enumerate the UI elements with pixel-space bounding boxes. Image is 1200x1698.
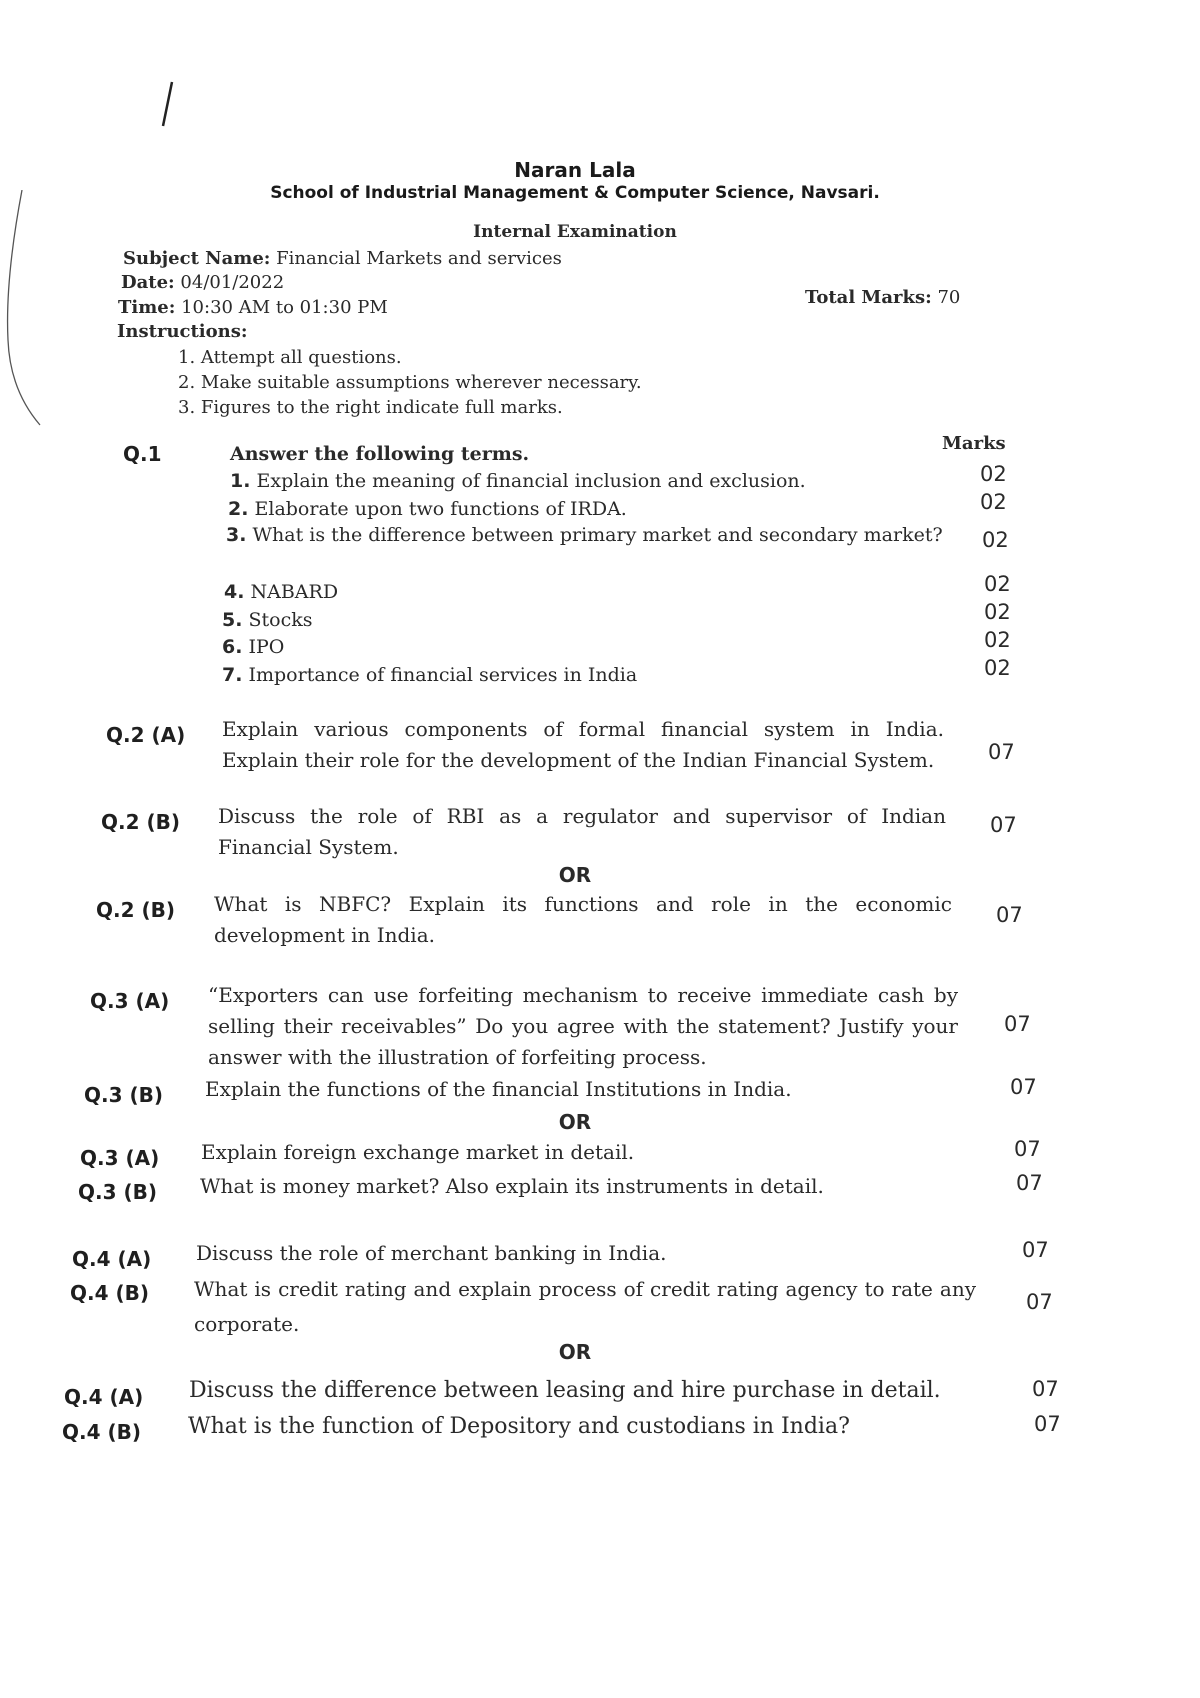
sub-question: 2. Elaborate upon two functions of IRDA. <box>228 498 627 520</box>
sub-question-marks: 02 <box>984 628 1011 652</box>
instructions-heading: Instructions: <box>117 321 248 342</box>
question-label: Q.3 (B) <box>78 1180 158 1204</box>
question-label: Q.4 (B) <box>62 1420 142 1444</box>
pen-mark-decoration <box>145 80 185 130</box>
question-marks: 07 <box>1010 1075 1037 1099</box>
sub-question-marks: 02 <box>982 528 1009 552</box>
total-marks-label: Total Marks: <box>805 287 932 308</box>
question-text: What is credit rating and explain process of credit rating agency to rate any corporate. <box>194 1277 976 1336</box>
or-separator: OR <box>558 863 592 887</box>
question-text: Explain foreign exchange market in detail. <box>201 1140 635 1164</box>
question-text: Explain various components of formal financial system in India. Explain their role for the development of the Indian Financial System. <box>222 717 944 772</box>
question-marks: 07 <box>1016 1171 1043 1195</box>
sub-question-marks: 02 <box>984 572 1011 596</box>
q1-heading: Answer the following terms. <box>230 443 530 465</box>
subject-value: Financial Markets and services <box>276 248 562 269</box>
question-marks: 07 <box>1014 1137 1041 1161</box>
question-text: What is the function of Depository and custodians in India? <box>188 1414 850 1439</box>
question-label: Q.2 (A) <box>106 723 186 747</box>
sub-question: 6. IPO <box>222 636 285 658</box>
question-marks: 07 <box>1032 1377 1059 1401</box>
instructions-list <box>178 345 642 420</box>
total-marks-value: 70 <box>937 287 961 308</box>
instruction-item: 1. Attempt all questions. <box>178 347 402 368</box>
sub-question-marks: 02 <box>980 490 1007 514</box>
sub-question: 1. Explain the meaning of financial inclusion and exclusion. <box>230 470 806 492</box>
question-text: What is money market? Also explain its instruments in detail. <box>200 1174 824 1198</box>
question-text: What is NBFC? Explain its functions and role in the economic development in India. <box>214 892 952 947</box>
subject-line <box>123 248 562 269</box>
institute-name: Naran Lala <box>514 158 636 182</box>
exam-type: Internal Examination <box>473 222 677 242</box>
instruction-item: 2. Make suitable assumptions wherever necessary. <box>178 372 642 393</box>
time-value: 10:30 AM to 01:30 PM <box>181 297 388 318</box>
date-label: Date: <box>121 272 175 293</box>
sub-question-marks: 02 <box>980 462 1007 486</box>
question-label: Q.3 (A) <box>90 989 170 1013</box>
sub-question: 3. What is the difference between primary market and secondary market? <box>226 524 943 546</box>
question-text: Discuss the difference between leasing and hire purchase in detail. <box>189 1378 941 1403</box>
question-marks: 07 <box>1022 1238 1049 1262</box>
date-line <box>121 272 284 293</box>
instruction-item: 3. Figures to the right indicate full marks. <box>178 397 563 418</box>
or-separator: OR <box>558 1110 592 1134</box>
or-separator: OR <box>558 1340 592 1364</box>
question-label: Q.4 (A) <box>64 1385 144 1409</box>
question-marks: 07 <box>1004 1012 1031 1036</box>
total-marks <box>805 287 960 308</box>
question-label: Q.1 <box>123 442 162 466</box>
date-value: 04/01/2022 <box>180 272 285 293</box>
question-label: Q.3 (A) <box>80 1146 160 1170</box>
sub-question-marks: 02 <box>984 656 1011 680</box>
question-text: Explain the functions of the financial Institutions in India. <box>205 1077 792 1101</box>
question-text: Discuss the role of merchant banking in India. <box>196 1241 667 1265</box>
question-label: Q.2 (B) <box>101 810 181 834</box>
question-label: Q.4 (B) <box>70 1281 150 1305</box>
question-text: Discuss the role of RBI as a regulator and supervisor of Indian Financial System. <box>218 804 946 859</box>
subject-label: Subject Name: <box>123 248 271 269</box>
question-marks: 07 <box>1026 1290 1053 1314</box>
question-marks: 07 <box>996 903 1023 927</box>
question-marks: 07 <box>990 813 1017 837</box>
question-marks: 07 <box>1034 1412 1061 1436</box>
sub-question: 5. Stocks <box>222 609 313 631</box>
sub-question: 7. Importance of financial services in India <box>222 664 638 686</box>
question-label: Q.4 (A) <box>72 1247 152 1271</box>
question-text: “Exporters can use forfeiting mechanism to receive immediate cash by selling their receivables” Do you agree with the statement? Justify your answer with the illustration of forfeiting process. <box>208 983 958 1069</box>
question-label: Q.3 (B) <box>84 1083 164 1107</box>
marks-column-heading: Marks <box>942 433 1006 454</box>
question-marks: 07 <box>988 740 1015 764</box>
sub-question: 4. NABARD <box>224 581 339 603</box>
question-label: Q.2 (B) <box>96 898 176 922</box>
time-line <box>118 297 388 318</box>
school-name: School of Industrial Management & Computer Science, Navsari. <box>270 183 880 203</box>
sub-question-marks: 02 <box>984 600 1011 624</box>
time-label: Time: <box>118 297 176 318</box>
